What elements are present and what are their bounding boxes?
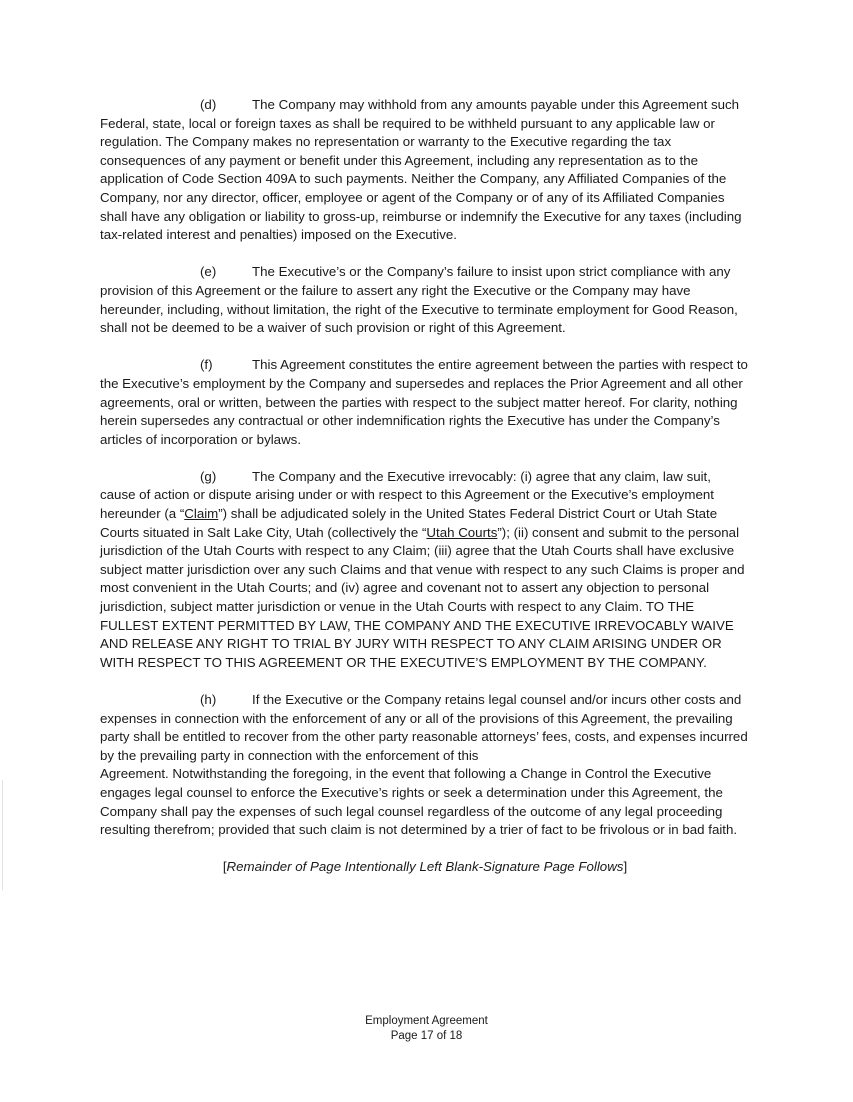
defined-term-utah-courts: Utah Courts [426,524,498,540]
footer-title: Employment Agreement [365,1015,488,1027]
paragraph-text: The Company and the Executive irrevocably: (i) agree that any claim, law suit, cause of action or dispute arising under or with respect to this Agreement or the Executive’s employment hereunder (a “ [100,468,714,522]
paragraph-text: ”); (ii) consent and submit to the personal jurisdiction of the Utah Courts with respect to any Claim; (iii) agree that the Utah Courts shall have exclusive subject matter jurisdiction over any such Claims and that venue with respect to any such Claims is proper and most convenient in the Utah Courts; and (iv) agree and covenant not to assert any objection to personal jurisdiction, subject matter jurisdiction or venue in the Utah Courts with respect to any Claim. TO THE FULLEST EXTENT PERMITTED BY LAW, THE COMPANY AND THE EXECUTIVE IRREVOCABLY WAIVE AND RELEASE ANY RIGHT TO TRIAL BY JURY WITH RESPECT TO ANY CLAIM ARISING UNDER OR WITH RESPECT TO THIS AGREEMENT OR THE EXECUTIVE’S EMPLOYMENT BY THE COMPANY. [100,524,745,670]
paragraph-label: (g) [200,468,217,484]
paragraph-f [100,356,750,449]
paragraph-label: (h) [200,692,217,707]
paragraph-d [100,96,750,245]
bracket-close: ] [623,859,628,875]
bracket-open: [ [222,859,227,875]
page-number: Page 17 of 18 [390,1030,463,1042]
document-body [100,96,750,890]
paragraph-label: (e) [200,264,217,280]
page-footer [0,1014,853,1044]
paragraph-text: If the Executive or the Company retains legal counsel and/or incurs other costs and expenses in connection with the enforcement of any or all of the provisions of this Agreement, the prevailing party shall be entitled to recover from the other party reasonable attorneys’ fees, costs, and expenses incurred by the prevailing party in connection with the enforcement of this [100,692,748,763]
paragraph-text: The Executive’s or the Company’s failure to insist upon strict compliance with any provision of this Agreement or the failure to assert any right the Executive or the Company may have hereunder, including, without limitation, the right of the Executive to terminate employment for Good Reason, shall not be deemed to be a waiver of such provision or right of this Agreement. [100,264,738,336]
paragraph-text: Agreement. Notwithstanding the foregoing, in the event that following a Change in Control the Executive engages legal counsel to enforce the Executive’s rights or seek a determination under this Agreement, the Company shall pay the expenses of such legal counsel regardless of the outcome of any legal proceeding resulting therefrom; provided that such claim is not determined by a trier of fact to be frivolous or in bad faith. [100,766,738,838]
paragraph-e [100,263,750,337]
paragraph-h [100,691,750,840]
remainder-text: Remainder of Page Intentionally Left Blank-Signature Page Follows [226,859,624,875]
defined-term-claim: Claim [184,506,219,522]
paragraph-label: (d) [200,97,217,112]
paragraph-text: This Agreement constitutes the entire agreement between the parties with respect to the Executive’s employment by the Company and supersedes and replaces the Prior Agreement and all other agreements, oral or written, between the parties with respect to the subject matter hereof. For clarity, nothing herein supersedes any contractual or other indemnification rights the Executive has under the Company’s articles of incorporation or bylaws. [100,357,748,447]
paragraph-g [100,468,750,673]
scan-edge-mark [2,780,3,890]
paragraph-text: ”) shall be adjudicated solely in the United States Federal District Court or Utah State Courts situated in Salt Lake City, Utah (collectively the “ [100,506,718,540]
paragraph-label: (f) [200,357,213,373]
paragraph-text: The Company may withhold from any amounts payable under this Agreement such Federal, state, local or foreign taxes as shall be required to be withheld pursuant to any applicable law or regulation. The Company makes no representation or warranty to the Executive regarding the tax consequences of any payment or benefit under this Agreement, including any representation as to the application of Code Section 409A to such payments. Neither the Company, any Affiliated Companies of the Company, nor any director, officer, employee or agent of the Company or of any of its Affiliated Companies shall have any obligation or liability to gross-up, reimburse or indemnify the Executive for any taxes (including tax-related interest and penalties) imposed on the Executive. [100,97,742,243]
remainder-note [100,858,750,877]
